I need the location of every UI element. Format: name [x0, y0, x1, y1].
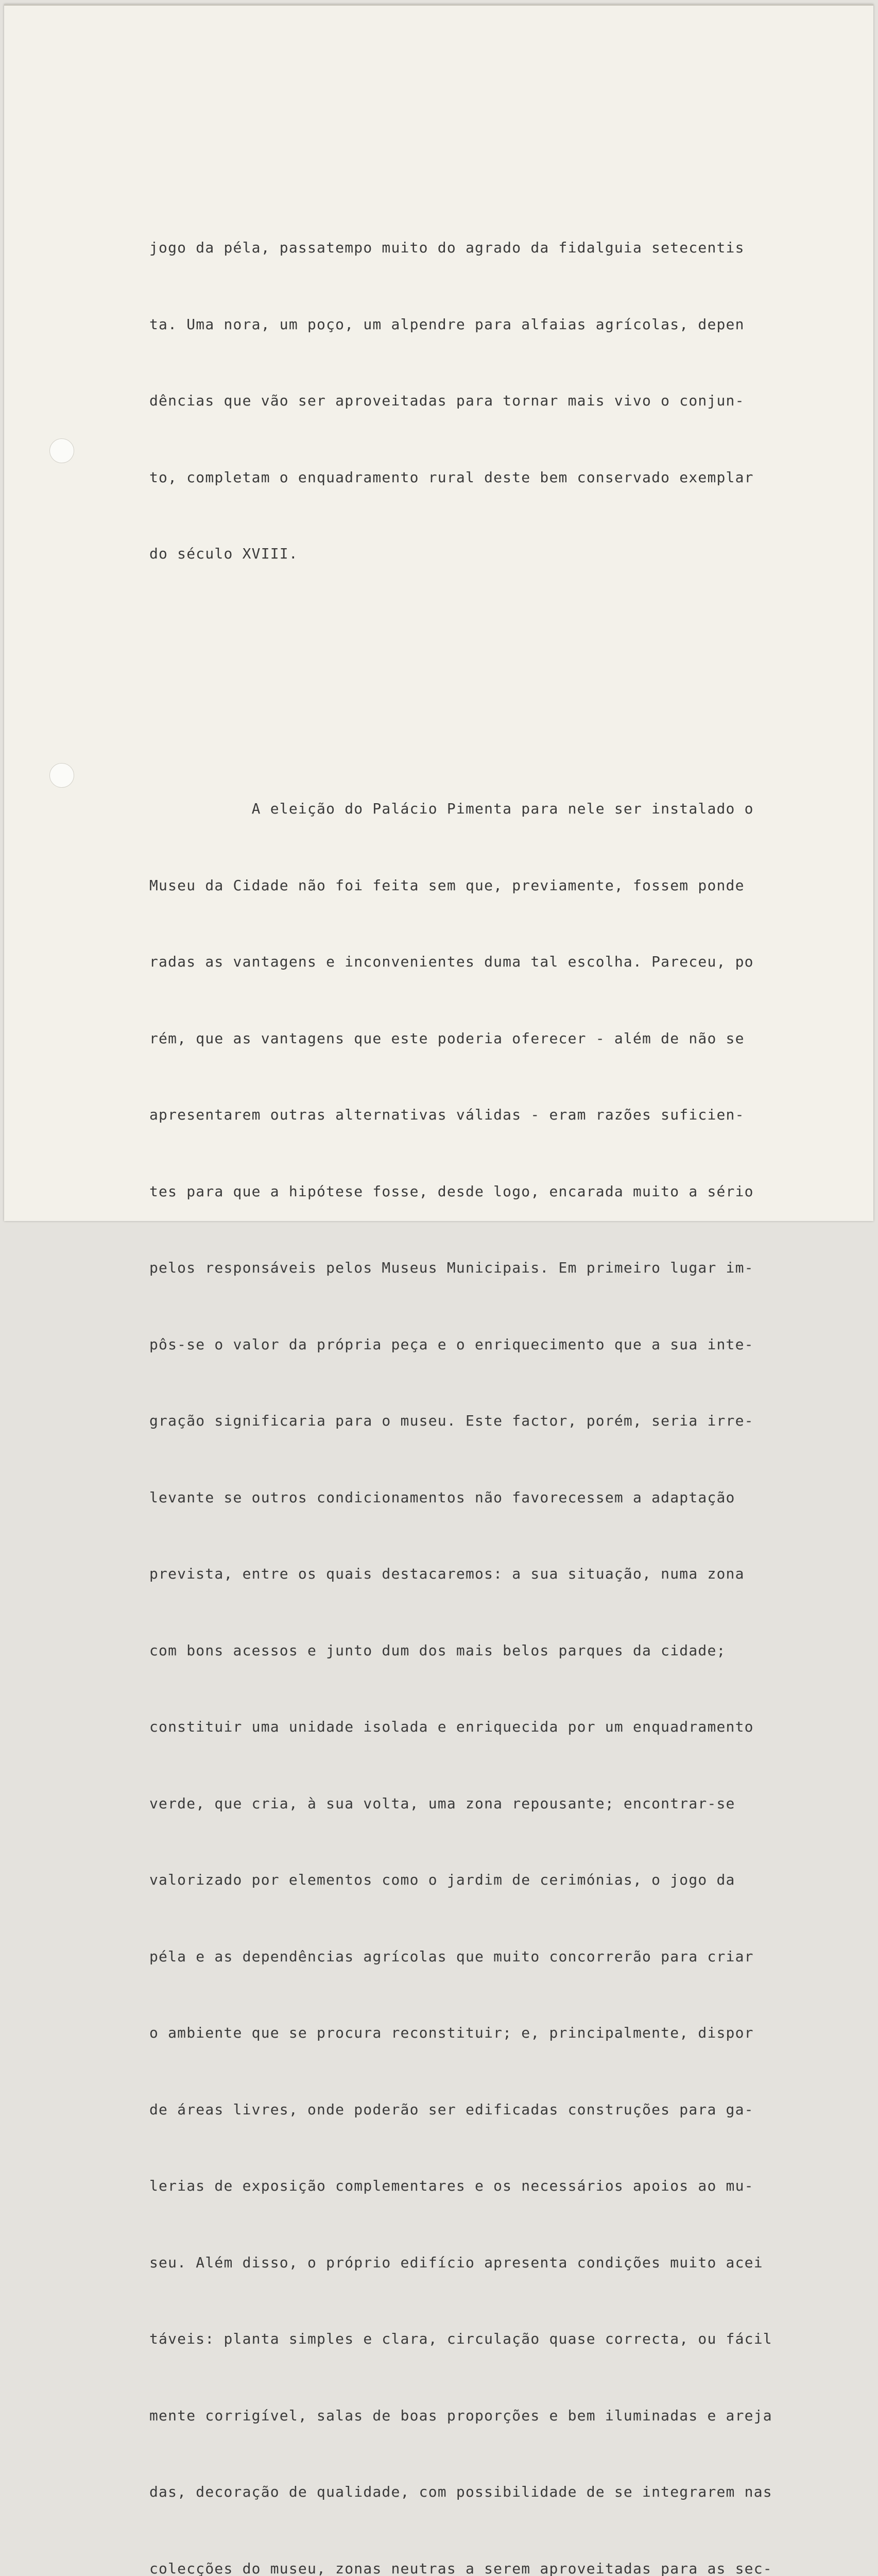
text-line: com bons acessos e junto dum dos mais belos parques da cidade; [149, 1638, 767, 1664]
text-line: levante se outros condicionamentos não favorecessem a adaptação [149, 1485, 767, 1511]
text-line: de áreas livres, onde poderão ser edificadas construções para ga- [149, 2097, 767, 2123]
text-line: do século XVIII. [149, 541, 767, 567]
text-line: prevista, entre os quais destacaremos: a sua situação, numa zona [149, 1561, 767, 1587]
text-line: apresentarem outras alternativas válidas - eram razões suficien- [149, 1102, 767, 1128]
text-line: lerias de exposição complementares e os necessários apoios ao mu- [149, 2173, 767, 2199]
text-line: radas as vantagens e inconvenientes duma tal escolha. Pareceu, po [149, 949, 767, 975]
document-page [4, 4, 873, 1221]
text-line: constituir uma unidade isolada e enriquecida por um enquadramento [149, 1714, 767, 1740]
text-line: A eleição do Palácio Pimenta para nele ser instalado o [149, 796, 767, 822]
paragraph-2 [149, 745, 767, 2576]
text-line: seu. Além disso, o próprio edifício apresenta condições muito acei [149, 2250, 767, 2276]
punch-hole-icon [49, 763, 74, 788]
text-line: pelos responsáveis pelos Museus Municipais. Em primeiro lugar im- [149, 1255, 767, 1281]
text-line: o ambiente que se procura reconstituir; e, principalmente, dispor [149, 2020, 767, 2046]
text-line: Museu da Cidade não foi feita sem que, previamente, fossem ponde [149, 873, 767, 899]
text-line: dências que vão ser aproveitadas para tornar mais vivo o conjun- [149, 388, 767, 414]
text-line: valorizado por elementos como o jardim de cerimónias, o jogo da [149, 1867, 767, 1893]
paragraph-gap [149, 669, 767, 694]
text-line: to, completam o enquadramento rural deste bem conservado exemplar [149, 465, 767, 490]
text-line: jogo da péla, passatempo muito do agrado da fidalguia setecentis [149, 235, 767, 261]
text-line: colecções do museu, zonas neutras a serem aproveitadas para as sec- [149, 2556, 767, 2576]
text-line: mente corrigível, salas de boas proporções e bem iluminadas e areja [149, 2403, 767, 2429]
punch-hole-icon [49, 438, 74, 463]
text-line: ta. Uma nora, um poço, um alpendre para alfaias agrícolas, depen [149, 312, 767, 337]
text-line: verde, que cria, à sua volta, uma zona repousante; encontrar-se [149, 1791, 767, 1817]
typewritten-text [149, 133, 767, 2576]
text-line: rém, que as vantagens que este poderia oferecer - além de não se [149, 1026, 767, 1052]
page-top-edge [4, 4, 873, 6]
text-line: táveis: planta simples e clara, circulação quase correcta, ou fácil [149, 2326, 767, 2352]
text-line: pôs-se o valor da própria peça e o enriquecimento que a sua inte- [149, 1332, 767, 1358]
paragraph-1 [149, 184, 767, 618]
text-line: tes para que a hipótese fosse, desde logo, encarada muito a sério [149, 1179, 767, 1205]
text-line: das, decoração de qualidade, com possibilidade de se integrarem nas [149, 2479, 767, 2505]
text-line: péla e as dependências agrícolas que muito concorrerão para criar [149, 1944, 767, 1970]
text-line: gração significaria para o museu. Este factor, porém, seria irre- [149, 1408, 767, 1434]
